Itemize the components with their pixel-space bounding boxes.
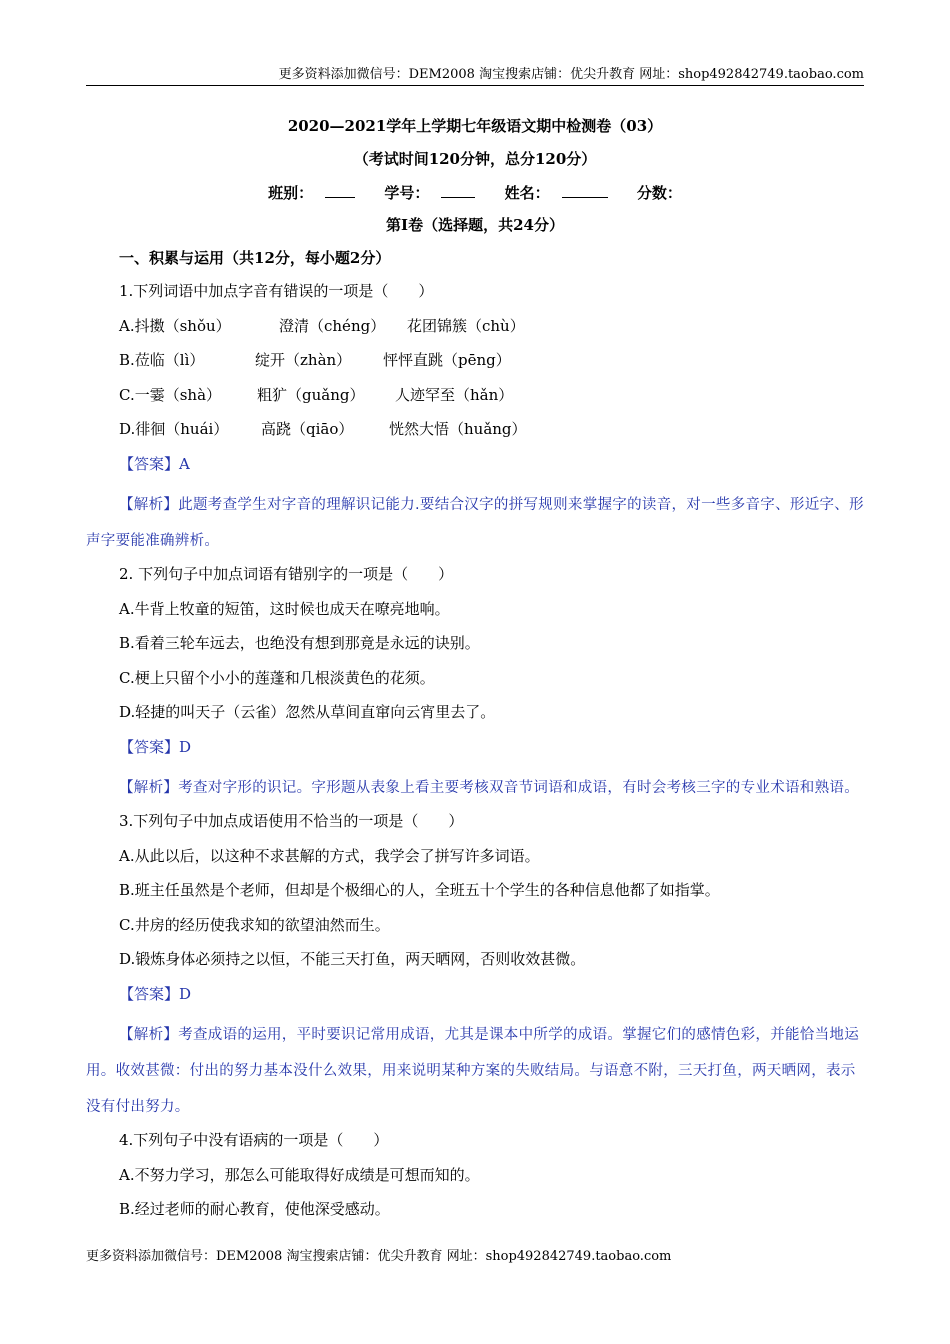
q1-option-c-1: C.一霎（shà） (119, 385, 222, 404)
q3-option-c: C.井房的经历使我求知的欲望油然而生。 (119, 915, 390, 934)
q3-stem-emphasis: 不恰当 (298, 812, 344, 830)
q1-option-a-2: 澄清（chéng） (279, 316, 386, 335)
q1-option-d-3: 恍然大悟（huǎng） (389, 420, 527, 438)
q4-stem-pre: 4.下列句子中 (119, 1131, 209, 1149)
q1-option-b-1: B.莅临（lì） (119, 351, 205, 369)
q2-option-c: C.梗上只留个小小的莲蓬和几根淡黄色的花须。 (119, 668, 435, 687)
section-title: 一、积累与运用（共12分，每小题2分） (119, 249, 391, 267)
q1-option-b-3: 怦怦直跳（pēng） (383, 351, 511, 369)
page-footer: 更多资料添加微信号：DEM2008 淘宝搜索店铺：优尖升教育 网址：shop492842749.taobao.com (86, 1249, 672, 1264)
q1-option-c-2: 粗犷（guǎng） (257, 385, 365, 404)
q1-option-b-2: 绽开（zhàn） (255, 351, 352, 369)
q1-stem-post: 的一项是（ ） (313, 282, 434, 300)
q2-stem-pre: 2. 下列句子中加点词语 (119, 565, 274, 583)
id-label: 学号： (384, 184, 430, 202)
q4-stem-post: 的一项是（ ） (268, 1131, 389, 1149)
name-label: 姓名： (504, 184, 550, 202)
q1-option-d-2: 高跷（qiāo） (261, 420, 354, 438)
name-field (499, 184, 614, 202)
q1-stem-pre: 1.下列词语中加点字音 (119, 282, 269, 300)
q4-option-b: B.经过老师的耐心教育，使他深受感动。 (119, 1200, 390, 1218)
q3-analysis (86, 1017, 864, 1125)
page-header: 更多资料添加微信号：DEM2008 淘宝搜索店铺：优尖升教育 网址：shop492842749.taobao.com (278, 67, 864, 82)
q3-option-d: D.锻炼身体必须持之以恒，不能三天打鱼，两天晒网，否则收效甚微。 (119, 950, 586, 968)
q1-answer: 【答案】A (119, 454, 190, 473)
q1-analysis-tag: 【解析】 (119, 497, 179, 513)
q3-option-a: A.从此以后，以这种不求甚解的方式，我学会了拼写许多词语。 (119, 846, 540, 865)
question-2-stem (119, 563, 864, 585)
id-blank (441, 183, 475, 198)
q1-option-b (119, 349, 864, 371)
document-body (86, 116, 864, 1233)
exam-title: 2020—2021学年上学期七年级语文期中检测卷（03） (287, 117, 663, 135)
q1-analysis-text: 此题考查学生对字音的理解识记能力.要结合汉字的拼写规则来掌握字的读音，对一些多音字、形近字、形声字要能准确辨析。 (86, 497, 864, 549)
q2-answer: 【答案】D (119, 737, 192, 756)
q1-option-c-3: 人迹罕至（hǎn） (395, 385, 514, 404)
question-4-stem (119, 1129, 864, 1151)
q2-option-b: B.看着三轮车远去，也绝没有想到那竟是永远的诀别。 (119, 634, 480, 652)
q2-stem-post: 的一项是（ ） (333, 565, 454, 583)
q1-option-a-1: A.抖擞（shǒu） (119, 316, 231, 335)
q1-option-a (119, 315, 864, 337)
id-field (378, 184, 481, 202)
name-blank (562, 183, 608, 198)
q4-option-a: A.不努力学习，那怎么可能取得好成绩是可想而知的。 (119, 1165, 480, 1184)
q1-stem-emphasis: 有错误 (268, 282, 314, 300)
question-1-stem (119, 280, 864, 302)
q1-option-d-1: D.徘徊（huái） (119, 420, 229, 438)
part-title: 第Ⅰ卷（选择题，共24分） (386, 216, 564, 234)
q2-analysis (86, 770, 864, 806)
q3-option-b: B.班主任虽然是个老师，但却是个极细心的人，全班五十个学生的各种信息他都了如指掌。 (119, 881, 720, 899)
class-label: 班别： (268, 184, 314, 202)
q1-option-a-3: 花团锦簇（chù） (407, 316, 525, 335)
q1-option-c (119, 384, 864, 406)
student-info-row (86, 183, 864, 207)
q4-stem-emphasis: 没有语病 (208, 1131, 269, 1149)
q2-analysis-tag: 【解析】 (119, 780, 179, 796)
q3-answer: 【答案】D (119, 984, 192, 1003)
q1-option-d (119, 418, 864, 440)
score-field (631, 184, 688, 202)
q2-option-d: D.轻捷的叫天子（云雀）忽然从草间直窜向云宵里去了。 (119, 703, 496, 721)
class-blank (325, 183, 355, 198)
class-field (262, 184, 361, 202)
q3-stem-pre: 3.下列句子中加点成语使用 (119, 812, 299, 830)
header-divider (86, 85, 864, 86)
q3-stem-post: 的一项是（ ） (343, 812, 464, 830)
q1-analysis (86, 487, 864, 559)
q3-analysis-tag: 【解析】 (119, 1027, 179, 1043)
q3-analysis-text: 考查成语的运用，平时要识记常用成语，尤其是课本中所学的成语。掌握它们的感情色彩，并能恰当地运用。收效甚微：付出的努力基本没什么效果，用来说明某种方案的失败结局。与语意不附，三天打鱼，两天晒网，表示没有付出努力。 (86, 1027, 859, 1115)
q2-option-a: A.牛背上牧童的短笛，这时候也成天在嘹亮地响。 (119, 599, 450, 618)
question-3-stem (119, 810, 864, 832)
q2-analysis-text: 考查对字形的识记。字形题从表象上看主要考核双音节词语和成语，有时会考核三字的专业术语和熟语。 (178, 780, 859, 796)
q2-stem-emphasis: 有错别字 (273, 565, 334, 583)
exam-subtitle: （考试时间120分钟，总分120分） (353, 150, 597, 168)
score-label: 分数： (636, 184, 682, 202)
